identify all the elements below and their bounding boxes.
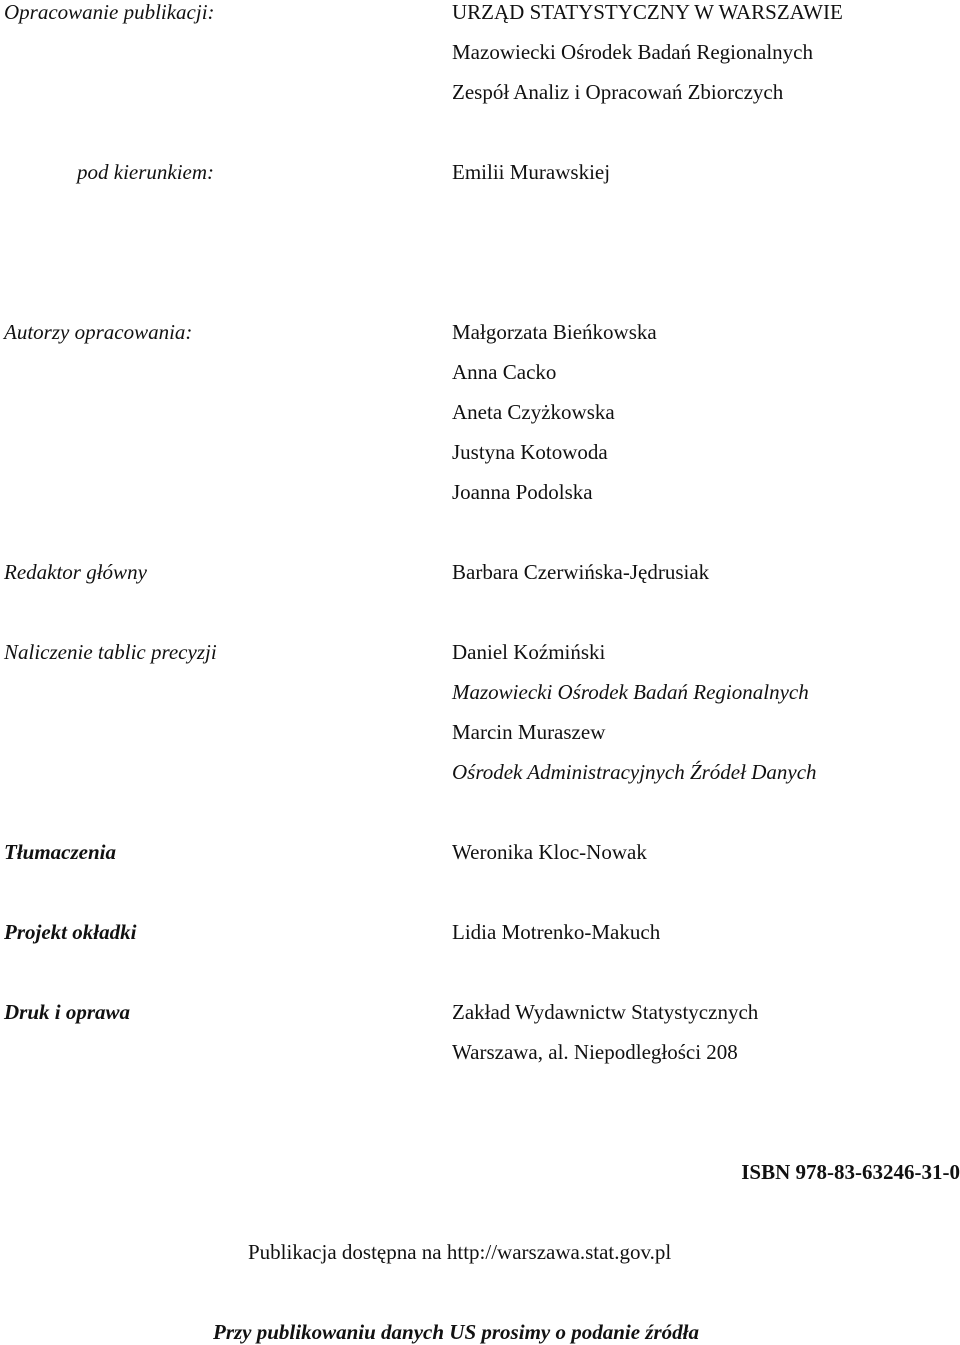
author-name: Małgorzata Bieńkowska	[452, 320, 657, 344]
isbn: ISBN 978-83-63246-31-0	[741, 1160, 960, 1184]
value-naliczenie-person: Marcin Muraszew	[452, 720, 606, 744]
value-zespol: Zespół Analiz i Opracowań Zbiorczych	[452, 80, 784, 104]
availability-note: Publikacja dostępna na http://warszawa.stat.gov.pl	[248, 1240, 672, 1264]
value-projekt: Lidia Motrenko-Makuch	[452, 920, 661, 944]
label-redaktor: Redaktor główny	[4, 560, 147, 584]
value-tlumaczenia: Weronika Kloc-Nowak	[452, 840, 647, 864]
author-name: Anna Cacko	[452, 360, 557, 384]
value-druk-address: Warszawa, al. Niepodległości 208	[452, 1040, 738, 1064]
value-kierownik: Emilii Murawskiej	[452, 160, 611, 184]
author-name: Joanna Podolska	[452, 480, 593, 504]
value-osrodek: Mazowiecki Ośrodek Badań Regionalnych	[452, 40, 813, 64]
label-autorzy: Autorzy opracowania:	[4, 320, 193, 344]
label-druk: Druk i oprawa	[4, 1000, 131, 1024]
label-naliczenie: Naliczenie tablic precyzji	[4, 640, 217, 664]
value-naliczenie-org: Mazowiecki Ośrodek Badań Regionalnych	[452, 680, 809, 704]
value-naliczenie-org: Ośrodek Administracyjnych Źródeł Danych	[452, 760, 817, 784]
value-druk-org: Zakład Wydawnictw Statystycznych	[452, 1000, 759, 1024]
attribution-notice: Przy publikowaniu danych US prosimy o podanie źródła	[213, 1320, 699, 1344]
author-name: Justyna Kotowoda	[452, 440, 608, 464]
label-kierunek: pod kierunkiem:	[77, 160, 215, 184]
value-redaktor: Barbara Czerwińska-Jędrusiak	[452, 560, 710, 584]
value-naliczenie-person: Daniel Koźmiński	[452, 640, 606, 664]
value-urzad: URZĄD STATYSTYCZNY W WARSZAWIE	[452, 0, 843, 24]
label-projekt: Projekt okładki	[4, 920, 137, 944]
author-name: Aneta Czyżkowska	[452, 400, 615, 424]
label-tlumaczenia: Tłumaczenia	[4, 840, 117, 864]
label-opracowanie: Opracowanie publikacji:	[4, 0, 215, 24]
